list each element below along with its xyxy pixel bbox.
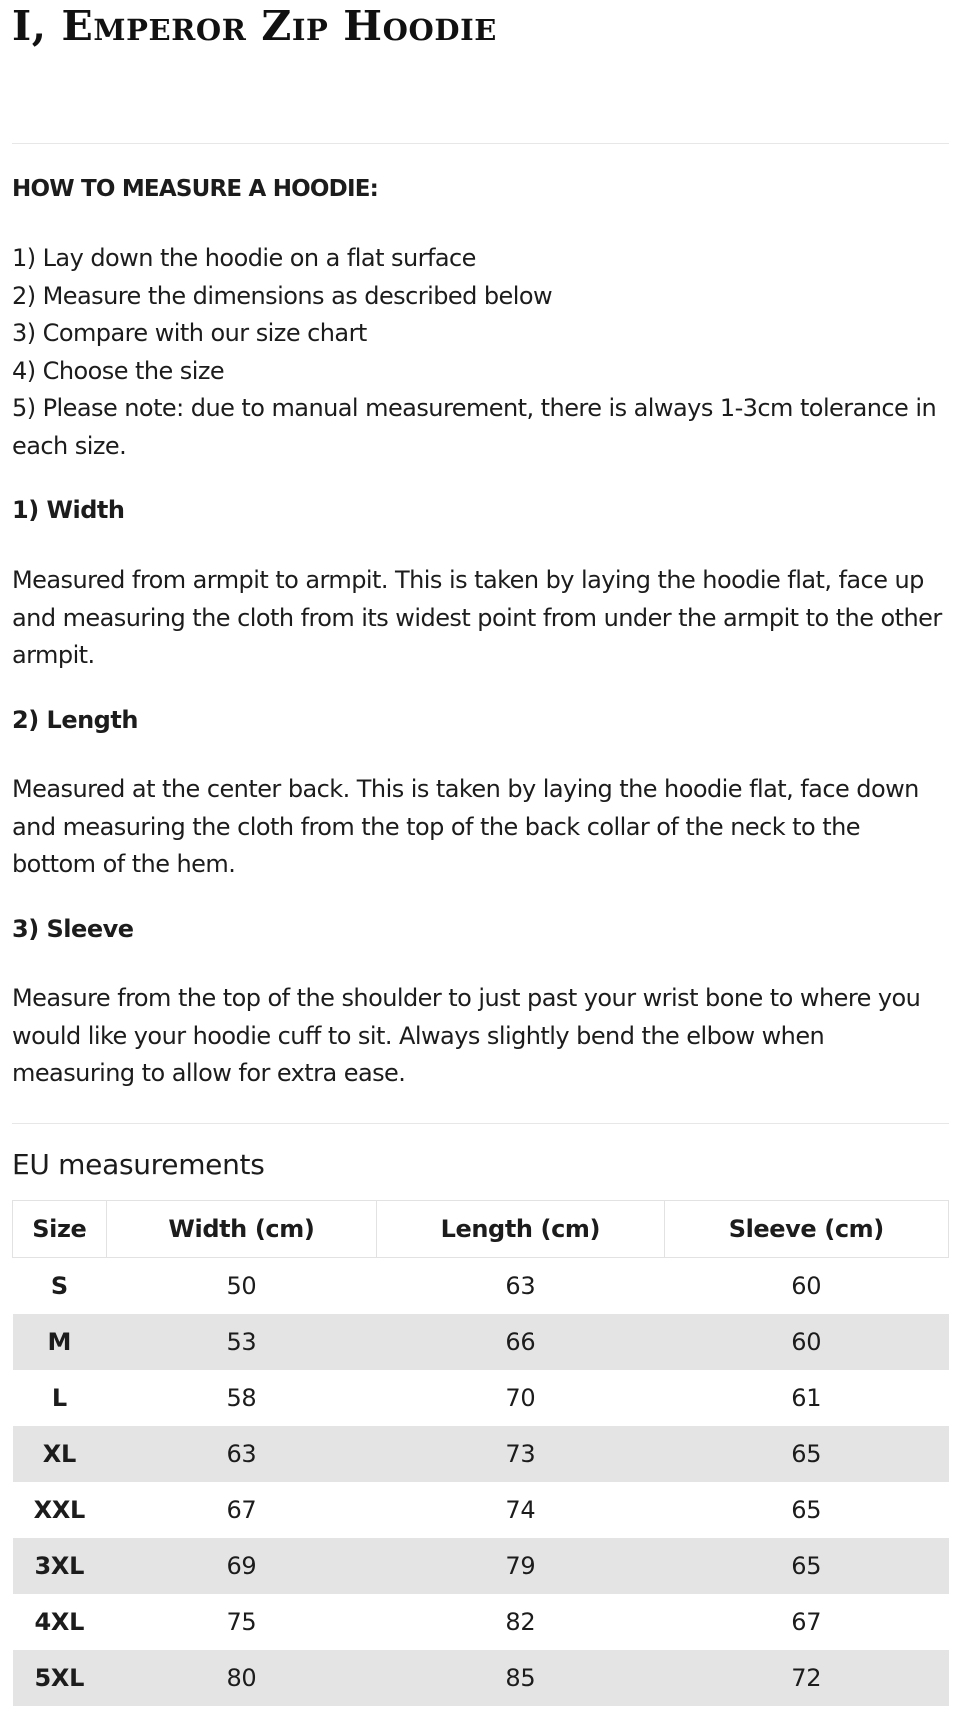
size-cell: S — [50, 1272, 68, 1300]
sleeve-description: Measure from the top of the shoulder to just past your wrist bone to where you would like your hoodie cuff to sit. Always slightly bend the elbow when measuring to allow for extra ease. — [12, 984, 921, 1087]
length-cell: 74 — [505, 1496, 536, 1524]
measure-step: 4) Choose the size — [12, 356, 225, 385]
width-cell: 80 — [106, 1650, 376, 1706]
sleeve-cell: 60 — [791, 1272, 822, 1300]
width-cell: 53 — [106, 1314, 376, 1370]
how-to-measure-heading: HOW TO MEASURE A HOODIE: — [12, 176, 379, 202]
width-cell: 58 — [226, 1384, 257, 1412]
table-header-row — [13, 1201, 949, 1258]
divider — [12, 1123, 949, 1124]
sleeve-cell: 65 — [664, 1538, 948, 1594]
table-row — [13, 1314, 949, 1370]
size-cell: XL — [13, 1426, 107, 1482]
size-cell: 4XL — [34, 1608, 85, 1636]
width-cell: 69 — [106, 1538, 376, 1594]
length-cell: 70 — [505, 1384, 536, 1412]
length-cell: 66 — [377, 1314, 664, 1370]
length-description: Measured at the center back. This is taken by laying the hoodie flat, face down and measuring the cloth from the top of the back collar of the neck to the bottom of the hem. — [12, 775, 919, 878]
sleeve-heading: 3) Sleeve — [12, 915, 134, 943]
length-cell: 63 — [505, 1272, 536, 1300]
table-row — [13, 1538, 949, 1594]
sleeve-cell: 65 — [664, 1426, 948, 1482]
table-row — [13, 1650, 949, 1706]
size-cell: M — [13, 1314, 107, 1370]
size-cell: 5XL — [13, 1650, 107, 1706]
size-chart-table — [12, 1200, 949, 1706]
product-title: I, Emperor Zip Hoodie — [12, 2, 497, 50]
size-cell: XXL — [33, 1496, 86, 1524]
size-cell: L — [51, 1384, 67, 1412]
table-row — [13, 1370, 949, 1426]
width-description: Measured from armpit to armpit. This is taken by laying the hoodie flat, face up and measuring the cloth from its widest point from under the armpit to the other armpit. — [12, 566, 942, 669]
size-cell: 3XL — [13, 1538, 107, 1594]
length-cell: 79 — [377, 1538, 664, 1594]
column-header-width: Width (cm) — [106, 1201, 376, 1258]
column-header-length: Length (cm) — [377, 1201, 664, 1258]
length-cell: 82 — [505, 1608, 536, 1636]
measure-step: 3) Compare with our size chart — [12, 319, 367, 347]
sleeve-cell: 67 — [791, 1608, 822, 1636]
length-cell: 85 — [377, 1650, 664, 1706]
length-heading: 2) Length — [12, 706, 138, 734]
sleeve-cell: 65 — [791, 1496, 822, 1524]
divider — [12, 143, 949, 144]
sleeve-cell: 72 — [664, 1650, 948, 1706]
width-cell: 67 — [226, 1496, 257, 1524]
sleeve-cell: 61 — [791, 1384, 822, 1412]
measurements-title: EU measurements — [12, 1148, 265, 1181]
table-row — [13, 1426, 949, 1482]
length-cell: 73 — [377, 1426, 664, 1482]
sleeve-cell: 60 — [664, 1314, 948, 1370]
width-cell: 50 — [226, 1272, 257, 1300]
measure-step: 5) Please note: due to manual measurement, there is always 1-3cm tolerance in each size. — [12, 394, 937, 460]
measure-step: 1) Lay down the hoodie on a flat surface — [12, 244, 476, 272]
width-cell: 63 — [106, 1426, 376, 1482]
measure-steps-list — [12, 240, 942, 465]
width-cell: 75 — [226, 1608, 257, 1636]
table-row — [13, 1482, 949, 1538]
table-row — [13, 1594, 949, 1650]
measure-step: 2) Measure the dimensions as described below — [12, 281, 553, 310]
table-row — [13, 1258, 949, 1315]
column-header-size: Size — [13, 1201, 107, 1258]
width-heading: 1) Width — [12, 496, 125, 524]
column-header-sleeve: Sleeve (cm) — [664, 1201, 948, 1258]
